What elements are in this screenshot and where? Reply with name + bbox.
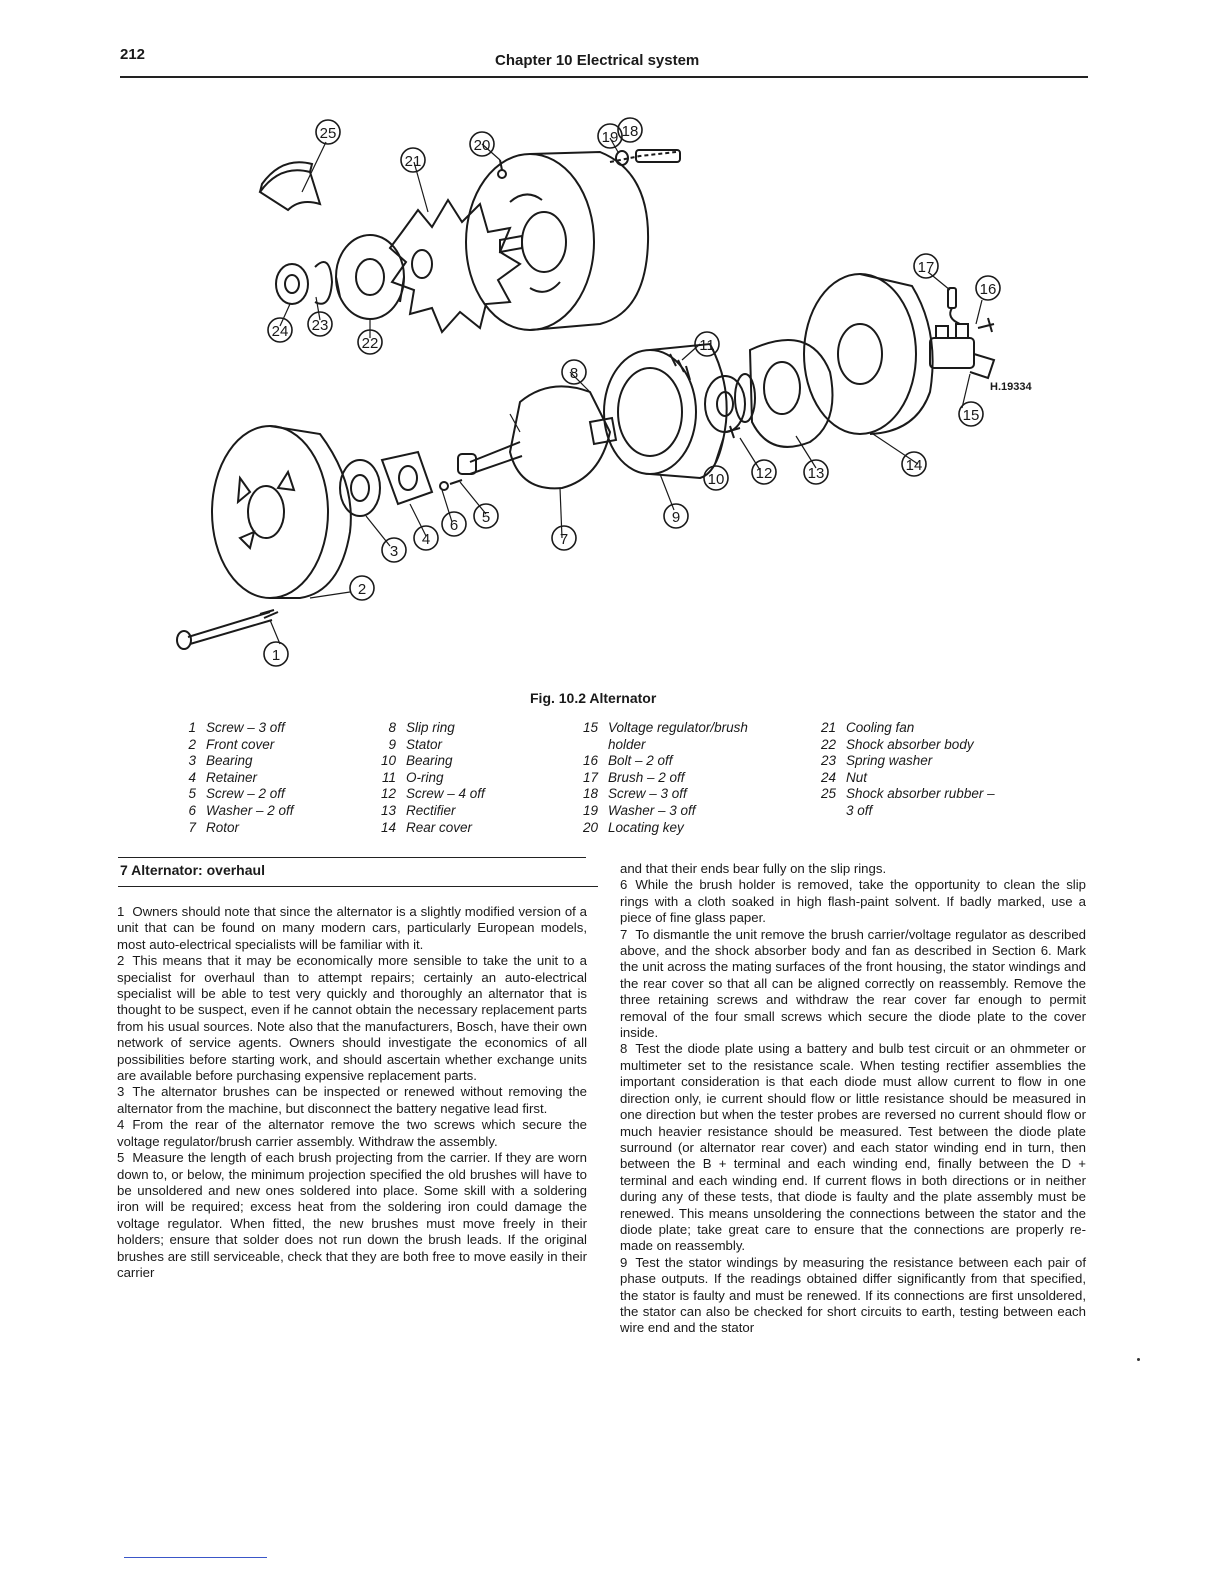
legend-item: 1 Screw – 3 off xyxy=(188,720,285,735)
legend-item: 16 Bolt – 2 off xyxy=(582,753,673,769)
svg-text:3: 3 xyxy=(389,543,399,560)
svg-text:23: 23 xyxy=(311,317,329,334)
legend-item: 14 Rear cover xyxy=(380,819,473,835)
legend-item: 7 Rotor xyxy=(188,819,240,835)
svg-text:12: 12 xyxy=(755,465,773,482)
callout-15 xyxy=(959,402,983,426)
callout-17 xyxy=(914,254,938,278)
rear-cover-part xyxy=(804,274,933,434)
paragraph: 7 To dismantle the unit remove the brush carrier/voltage regulator as described above, and the shock absorber body and fan as described in Section 6. Mark the unit across the mating surfaces of the front housing, the stator windings and the rear cover so that all can be aligned correctly on reassembly. Remove the three retaining screws and withdraw the rear cover far enough to permit removal of the four small screws which secure the diode plate to the cover inside. xyxy=(620,926,1086,1041)
bearing-retainer-part xyxy=(340,452,462,516)
header-rule xyxy=(120,76,1088,78)
svg-text:10: 10 xyxy=(707,471,725,488)
svg-text:24: 24 xyxy=(271,323,289,340)
callout-10 xyxy=(704,466,728,490)
legend-item: 17 Brush – 2 off xyxy=(582,769,685,785)
cooling-fan-part xyxy=(390,200,520,332)
legend-item: 5 Screw – 2 off xyxy=(188,786,285,802)
legend-item: 23 Spring washer xyxy=(820,753,933,769)
legend-item: 11 O-ring xyxy=(381,769,444,785)
svg-text:13: 13 xyxy=(807,465,825,482)
through-bolt-part xyxy=(177,610,278,649)
svg-text:17: 17 xyxy=(917,259,935,276)
legend-item: 25 Shock absorber rubber – xyxy=(820,786,995,802)
legend-item: 12 Screw – 4 off xyxy=(380,786,485,802)
legend-column-4 xyxy=(818,720,1058,820)
callout-9 xyxy=(664,504,688,528)
legend-item: 15 Voltage regulator/brush xyxy=(582,720,748,735)
chapter-title: Chapter 10 Electrical system xyxy=(495,52,700,69)
callout-13 xyxy=(804,460,828,484)
callout-4 xyxy=(414,526,438,550)
callout-3 xyxy=(382,538,406,562)
svg-text:18: 18 xyxy=(621,123,639,140)
stator-part xyxy=(604,344,727,478)
callout-2 xyxy=(350,576,374,600)
svg-text:22: 22 xyxy=(361,335,379,352)
text-column-right xyxy=(620,861,1086,1337)
svg-text:20: 20 xyxy=(473,137,491,154)
svg-text:7: 7 xyxy=(559,531,569,548)
callout-16 xyxy=(976,276,1000,300)
svg-text:14: 14 xyxy=(905,457,923,474)
legend-item: 6 Washer – 2 off xyxy=(188,802,294,818)
svg-text:16: 16 xyxy=(979,281,997,298)
page-number: 212 xyxy=(120,46,146,63)
legend-column-3 xyxy=(580,720,800,836)
figure-caption: Fig. 10.2 Alternator xyxy=(530,690,657,706)
alternator-exploded-diagram xyxy=(170,92,1050,672)
rotor-part xyxy=(458,386,616,488)
legend-item-continued: holder xyxy=(608,736,646,752)
section-rule-top xyxy=(118,857,586,858)
callout-6 xyxy=(442,512,466,536)
svg-text:21: 21 xyxy=(404,153,422,170)
regulator-brush-holder-part xyxy=(930,288,994,378)
svg-text:6: 6 xyxy=(449,517,459,534)
legend-item: 8 Slip ring xyxy=(388,720,455,735)
callout-24 xyxy=(268,318,292,342)
callout-21 xyxy=(401,148,425,172)
section-heading: 7 Alternator: overhaul xyxy=(120,862,265,878)
nut-washer-absorber-parts xyxy=(276,235,404,319)
svg-text:2: 2 xyxy=(357,581,367,598)
margin-mark xyxy=(1137,1358,1140,1361)
callout-18 xyxy=(618,118,642,142)
legend-item: 4 Retainer xyxy=(188,769,258,785)
svg-text:1: 1 xyxy=(271,647,281,664)
figure-code: H.19334 xyxy=(990,381,1032,393)
front-cover-part xyxy=(212,426,351,598)
footnote-rule xyxy=(124,1557,267,1558)
legend-item: 2 Front cover xyxy=(188,736,275,752)
rectifier-part xyxy=(726,340,833,447)
legend-item: 20 Locating key xyxy=(582,819,684,835)
callout-20 xyxy=(470,132,494,156)
legend-item: 10 Bearing xyxy=(380,753,453,769)
paragraph: and that their ends bear fully on the slip rings. xyxy=(620,861,887,876)
text-column-left xyxy=(117,904,587,1281)
paragraph: 8 Test the diode plate using a battery and bulb test circuit or an ohmmeter or multimeter set to the resistance scale. When testing rectifier assemblies the important consideration is that each diode must allow current to flow in one direction only, ie current should flow or little resistance should be measured in one direction but when the tester probes are reversed no current should flow or much heavier resistance should be measured. Test between the diode plate surround (or alternator rear cover) and each stator winding end in turn, then between the B + terminal and each winding end, finally between the D + terminal and each winding end. If current flows in both directions or in neither during any of these tests, that diode is faulty and the plate assembly must be renewed. This means unsoldering the connections between the stator and the diode plate; take great care to ensure that the connections are properly re-made on reassembly. xyxy=(620,1041,1086,1254)
section-rule-bottom xyxy=(118,886,598,887)
paragraph: 9 Test the stator windings by measuring the resistance between each pair of phase outputs. If the readings obtained differ significantly from that specified, the stator is faulty and must be renewed. If its connections are first unsoldered, the stator can also be checked for short circuits to earth, testing between each wire end and the stator xyxy=(620,1254,1086,1336)
callout-7 xyxy=(552,526,576,550)
legend-item: 19 Washer – 3 off xyxy=(582,802,696,818)
paragraph: 6 While the brush holder is removed, take the opportunity to clean the slip rings with a cloth soaked in high flash-paint solvent. If badly marked, use a piece of fine glass paper. xyxy=(620,877,1086,926)
callout-8 xyxy=(562,360,586,384)
legend-item: 9 Stator xyxy=(388,736,443,752)
svg-text:25: 25 xyxy=(319,125,337,142)
svg-text:4: 4 xyxy=(421,531,431,548)
callout-23 xyxy=(308,312,332,336)
callout-12 xyxy=(752,460,776,484)
callout-5 xyxy=(474,504,498,528)
callout-25 xyxy=(316,120,340,144)
rear-bearing-part xyxy=(705,374,755,432)
svg-text:8: 8 xyxy=(569,365,579,382)
legend-item: 3 Bearing xyxy=(188,753,253,769)
legend-item-continued: 3 off xyxy=(846,802,873,818)
callout-11 xyxy=(695,332,719,356)
svg-text:19: 19 xyxy=(601,129,619,146)
paragraph: 4 From the rear of the alternator remove the two screws which secure the voltage regulator/brush carrier assembly. Withdraw the assembly. xyxy=(117,1117,587,1149)
svg-text:11: 11 xyxy=(699,337,715,354)
svg-text:9: 9 xyxy=(671,509,681,526)
callout-1 xyxy=(264,642,288,666)
paragraph: 5 Measure the length of each brush projecting from the carrier. If they are worn down to, or below, the minimum projection specified the old brushes will have to be unsoldered and new ones soldered into place. Some skill with a soldering iron will be required; excess heat from the soldering iron could damage the voltage regulator. When fitted, the new brushes must move freely in their holders; ensure that solder does not run down the brush leads. If the original brushes are still serviceable, check that they are both free to move easily in their carrier xyxy=(117,1150,587,1280)
legend-column-2 xyxy=(378,720,568,836)
callout-14 xyxy=(902,452,926,476)
paragraph: 2 This means that it may be economically more sensible to take the unit to a specialist for overhaul than to attempt repairs; certainly an auto-electrical specialist will be able to test very quickly and thoroughly an alternator that is thought to be suspect, even if he cannot obtain the necessary replacement parts from his usual sources. Note also that the manufacturers, Bosch, have their own network of service agents. Owners should investigate the economics of all possibilities before starting work, and should ascertain whether exchange units are available before purchasing expensive replacement parts. xyxy=(117,953,587,1084)
shock-absorber-rubber-part xyxy=(260,162,320,210)
paragraph: 3 The alternator brushes can be inspected or renewed without removing the alternator from the machine, but disconnect the battery negative lead first. xyxy=(117,1084,587,1116)
paragraph: 1 Owners should note that since the alternator is a slightly modified version of a unit that can be found on many modern cars, particularly European models, most auto-electrical specialists will be familiar with it. xyxy=(117,904,587,952)
svg-text:15: 15 xyxy=(962,407,980,424)
svg-text:5: 5 xyxy=(481,509,491,526)
legend-column-1 xyxy=(178,720,368,836)
legend-item: 18 Screw – 3 off xyxy=(582,786,687,802)
callout-leaders xyxy=(270,138,982,644)
legend-item: 13 Rectifier xyxy=(380,802,456,818)
legend-item: 21 Cooling fan xyxy=(820,720,915,735)
legend-item: 24 Nut xyxy=(820,769,868,785)
legend-item: 22 Shock absorber body xyxy=(820,736,974,752)
